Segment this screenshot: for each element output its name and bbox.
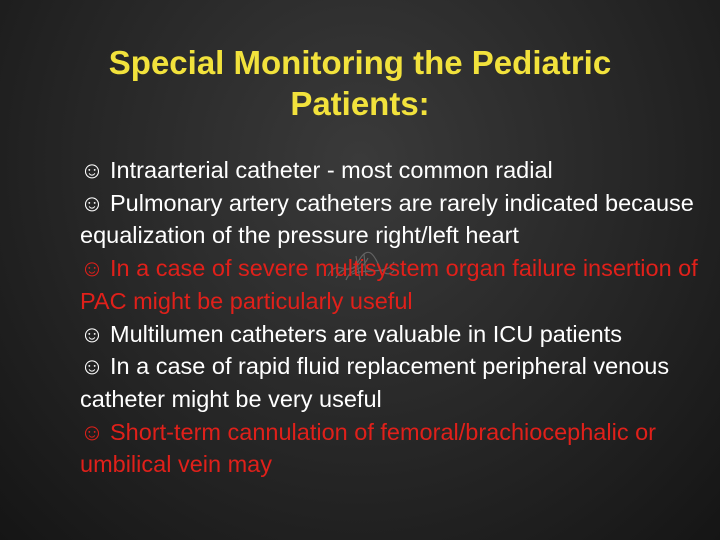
bullet-text: In a case of severe multisystem organ failure insertion of PAC might be particularly useful bbox=[80, 255, 698, 314]
smiley-icon: ☺ bbox=[80, 320, 104, 347]
bullet-item bbox=[80, 187, 700, 252]
bullet-text: Pulmonary artery catheters are rarely indicated because equalization of the pressure right/left heart bbox=[80, 189, 694, 249]
smiley-icon: ☺ bbox=[80, 255, 104, 282]
slide-title: Special Monitoring the Pediatric Patients: bbox=[108, 44, 612, 122]
smiley-icon: ☺ bbox=[80, 189, 104, 216]
bullet-item bbox=[80, 252, 700, 317]
bullet-item bbox=[80, 350, 700, 415]
bullet-item bbox=[80, 318, 700, 351]
bullet-text: Intraarterial catheter - most common radial bbox=[110, 157, 553, 183]
bullet-list bbox=[80, 154, 700, 481]
smiley-icon: ☺ bbox=[80, 418, 104, 445]
bullet-text: Multilumen catheters are valuable in ICU patients bbox=[110, 320, 623, 347]
bullet-item bbox=[80, 416, 700, 481]
bullet-text: Short-term cannulation of femoral/brachiocephalic or umbilical vein may bbox=[80, 418, 656, 478]
bullet-item bbox=[80, 154, 700, 187]
bullet-text: In a case of rapid fluid replacement peripheral venous catheter might be very useful bbox=[80, 353, 670, 412]
smiley-icon: ☺ bbox=[80, 353, 104, 380]
smiley-icon: ☺ bbox=[80, 157, 104, 183]
